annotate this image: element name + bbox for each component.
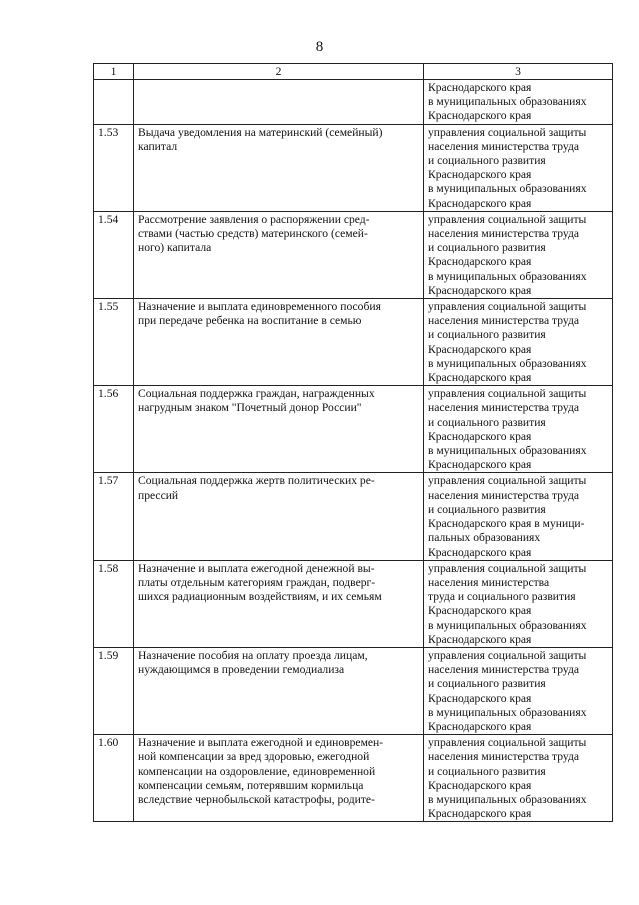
authority-line: и социального развития — [428, 415, 546, 429]
authority-line: Краснодарского края — [428, 778, 532, 792]
table-row — [94, 211, 613, 298]
description-line: платы отдельным категориям граждан, подверг- — [138, 575, 376, 589]
authority-line: и социального развития — [428, 241, 546, 255]
authority-line: управления социальной защиты — [428, 212, 587, 226]
responsible-authority — [424, 124, 613, 211]
authority-line: Краснодарского края — [428, 545, 532, 559]
authority-line: Краснодарского края — [428, 283, 532, 297]
description-line: компенсации семьям, потерявшим кормильца — [138, 778, 364, 792]
authority-line: в муниципальных образованиях — [428, 705, 587, 719]
responsible-authority — [424, 473, 613, 560]
description-line: Назначение пособия на оплату проезда лицам, — [138, 648, 368, 662]
authority-line: управления социальной защиты — [428, 474, 587, 488]
responsible-authority — [424, 211, 613, 298]
service-description — [134, 735, 424, 822]
service-description — [134, 386, 424, 473]
description-line: Назначение и выплата ежегодной денежной вы- — [138, 561, 375, 575]
description-line: Социальная поддержка граждан, награжденных — [138, 387, 375, 401]
row-number: 1.57 — [94, 473, 134, 560]
authority-line: Краснодарского края — [428, 109, 532, 123]
authority-line: и социального развития — [428, 764, 546, 778]
description-line: Выдача уведомления на материнский (семейный) — [138, 125, 383, 139]
authority-line: в муниципальных образованиях — [428, 95, 587, 109]
authority-line: в муниципальных образованиях — [428, 444, 587, 458]
authority-line: и социального развития — [428, 328, 546, 342]
row-number — [94, 80, 134, 125]
description-line: компенсации на оздоровление, единовременной — [138, 764, 376, 778]
authority-line: управления социальной защиты — [428, 648, 587, 662]
description-line: при передаче ребенка на воспитание в семью — [138, 314, 362, 328]
authority-line: населения министерства — [428, 575, 550, 589]
description-line: прессий — [138, 488, 179, 502]
authority-line: в муниципальных образованиях — [428, 792, 587, 806]
table-row — [94, 735, 613, 822]
service-description — [134, 647, 424, 734]
table-row — [94, 560, 613, 647]
authority-line: Краснодарского края — [428, 632, 532, 646]
table-row — [94, 299, 613, 386]
responsible-authority — [424, 80, 613, 125]
authority-line: Краснодарского края — [428, 81, 532, 94]
authority-line: труда и социального развития — [428, 590, 576, 604]
service-description — [134, 124, 424, 211]
authority-line: населения министерства труда — [428, 750, 580, 764]
authority-line: Краснодарского края — [428, 196, 532, 210]
description-line: Социальная поддержка жертв политических ре- — [138, 474, 375, 488]
authority-line: Краснодарского края — [428, 371, 532, 385]
authority-line: в муниципальных образованиях — [428, 618, 587, 632]
authority-line: населения министерства труда — [428, 401, 580, 415]
authority-line: Краснодарского края — [428, 342, 532, 356]
description-line: шихся радиационным воздействиям, и их семьям — [138, 590, 382, 604]
description-line: ствами (частью средств) материнского (семей- — [138, 227, 368, 241]
column-header-3: 3 — [424, 64, 613, 80]
authority-line: Краснодарского края — [428, 168, 532, 182]
authority-line: управления социальной защиты — [428, 736, 587, 750]
authority-line: Краснодарского края — [428, 807, 532, 821]
column-header-1: 1 — [94, 64, 134, 80]
services-table — [93, 63, 613, 822]
table-row — [94, 647, 613, 734]
authority-line: в муниципальных образованиях — [428, 356, 587, 370]
authority-line: Краснодарского края — [428, 458, 532, 472]
description-line: нагрудным знаком "Почетный донор России" — [138, 401, 362, 415]
responsible-authority — [424, 560, 613, 647]
authority-line: населения министерства труда — [428, 663, 580, 677]
authority-line: населения министерства труда — [428, 314, 580, 328]
service-description — [134, 80, 424, 125]
table-row — [94, 124, 613, 211]
row-number: 1.59 — [94, 647, 134, 734]
authority-line: Краснодарского края — [428, 691, 532, 705]
page-number: 8 — [315, 39, 324, 55]
authority-line: населения министерства труда — [428, 488, 580, 502]
table-row — [94, 386, 613, 473]
table-row — [94, 80, 613, 125]
authority-line: Краснодарского края в муници- — [428, 517, 585, 531]
authority-line: Краснодарского края — [428, 604, 532, 618]
authority-line: управления социальной защиты — [428, 387, 587, 401]
authority-line: Краснодарского края — [428, 719, 532, 733]
authority-line: управления социальной защиты — [428, 300, 587, 314]
service-description — [134, 211, 424, 298]
row-number: 1.54 — [94, 211, 134, 298]
table-body — [94, 80, 613, 822]
description-line: ной компенсации за вред здоровью, ежегодной — [138, 750, 370, 764]
service-description — [134, 299, 424, 386]
service-description — [134, 560, 424, 647]
row-number: 1.56 — [94, 386, 134, 473]
table-header-row — [94, 64, 613, 80]
authority-line: управления социальной защиты — [428, 125, 587, 139]
authority-line: населения министерства труда — [428, 227, 580, 241]
row-number: 1.55 — [94, 299, 134, 386]
authority-line: Краснодарского края — [428, 429, 532, 443]
description-line: ного) капитала — [138, 241, 212, 255]
description-line: нуждающимся в проведении гемодиализа — [138, 663, 345, 677]
description-line: капитал — [138, 139, 178, 153]
authority-line: населения министерства труда — [428, 139, 580, 153]
responsible-authority — [424, 299, 613, 386]
row-number: 1.60 — [94, 735, 134, 822]
column-header-2: 2 — [134, 64, 424, 80]
authority-line: в муниципальных образованиях — [428, 269, 587, 283]
description-line: вследствие чернобыльской катастрофы, родите- — [138, 792, 375, 806]
row-number: 1.58 — [94, 560, 134, 647]
authority-line: и социального развития — [428, 677, 546, 691]
row-number: 1.53 — [94, 124, 134, 211]
table-row — [94, 473, 613, 560]
responsible-authority — [424, 647, 613, 734]
responsible-authority — [424, 386, 613, 473]
authority-line: в муниципальных образованиях — [428, 182, 587, 196]
authority-line: и социального развития — [428, 154, 546, 168]
description-line: Назначение и выплата ежегодной и единовремен- — [138, 736, 384, 750]
responsible-authority — [424, 735, 613, 822]
service-description — [134, 473, 424, 560]
authority-line: и социального развития — [428, 502, 546, 516]
description-line: Назначение и выплата единовременного пособия — [138, 300, 381, 314]
authority-line: управления социальной защиты — [428, 561, 587, 575]
authority-line: пальных образованиях — [428, 531, 541, 545]
description-line: Рассмотрение заявления о распоряжении сред- — [138, 212, 370, 226]
authority-line: Краснодарского края — [428, 255, 532, 269]
